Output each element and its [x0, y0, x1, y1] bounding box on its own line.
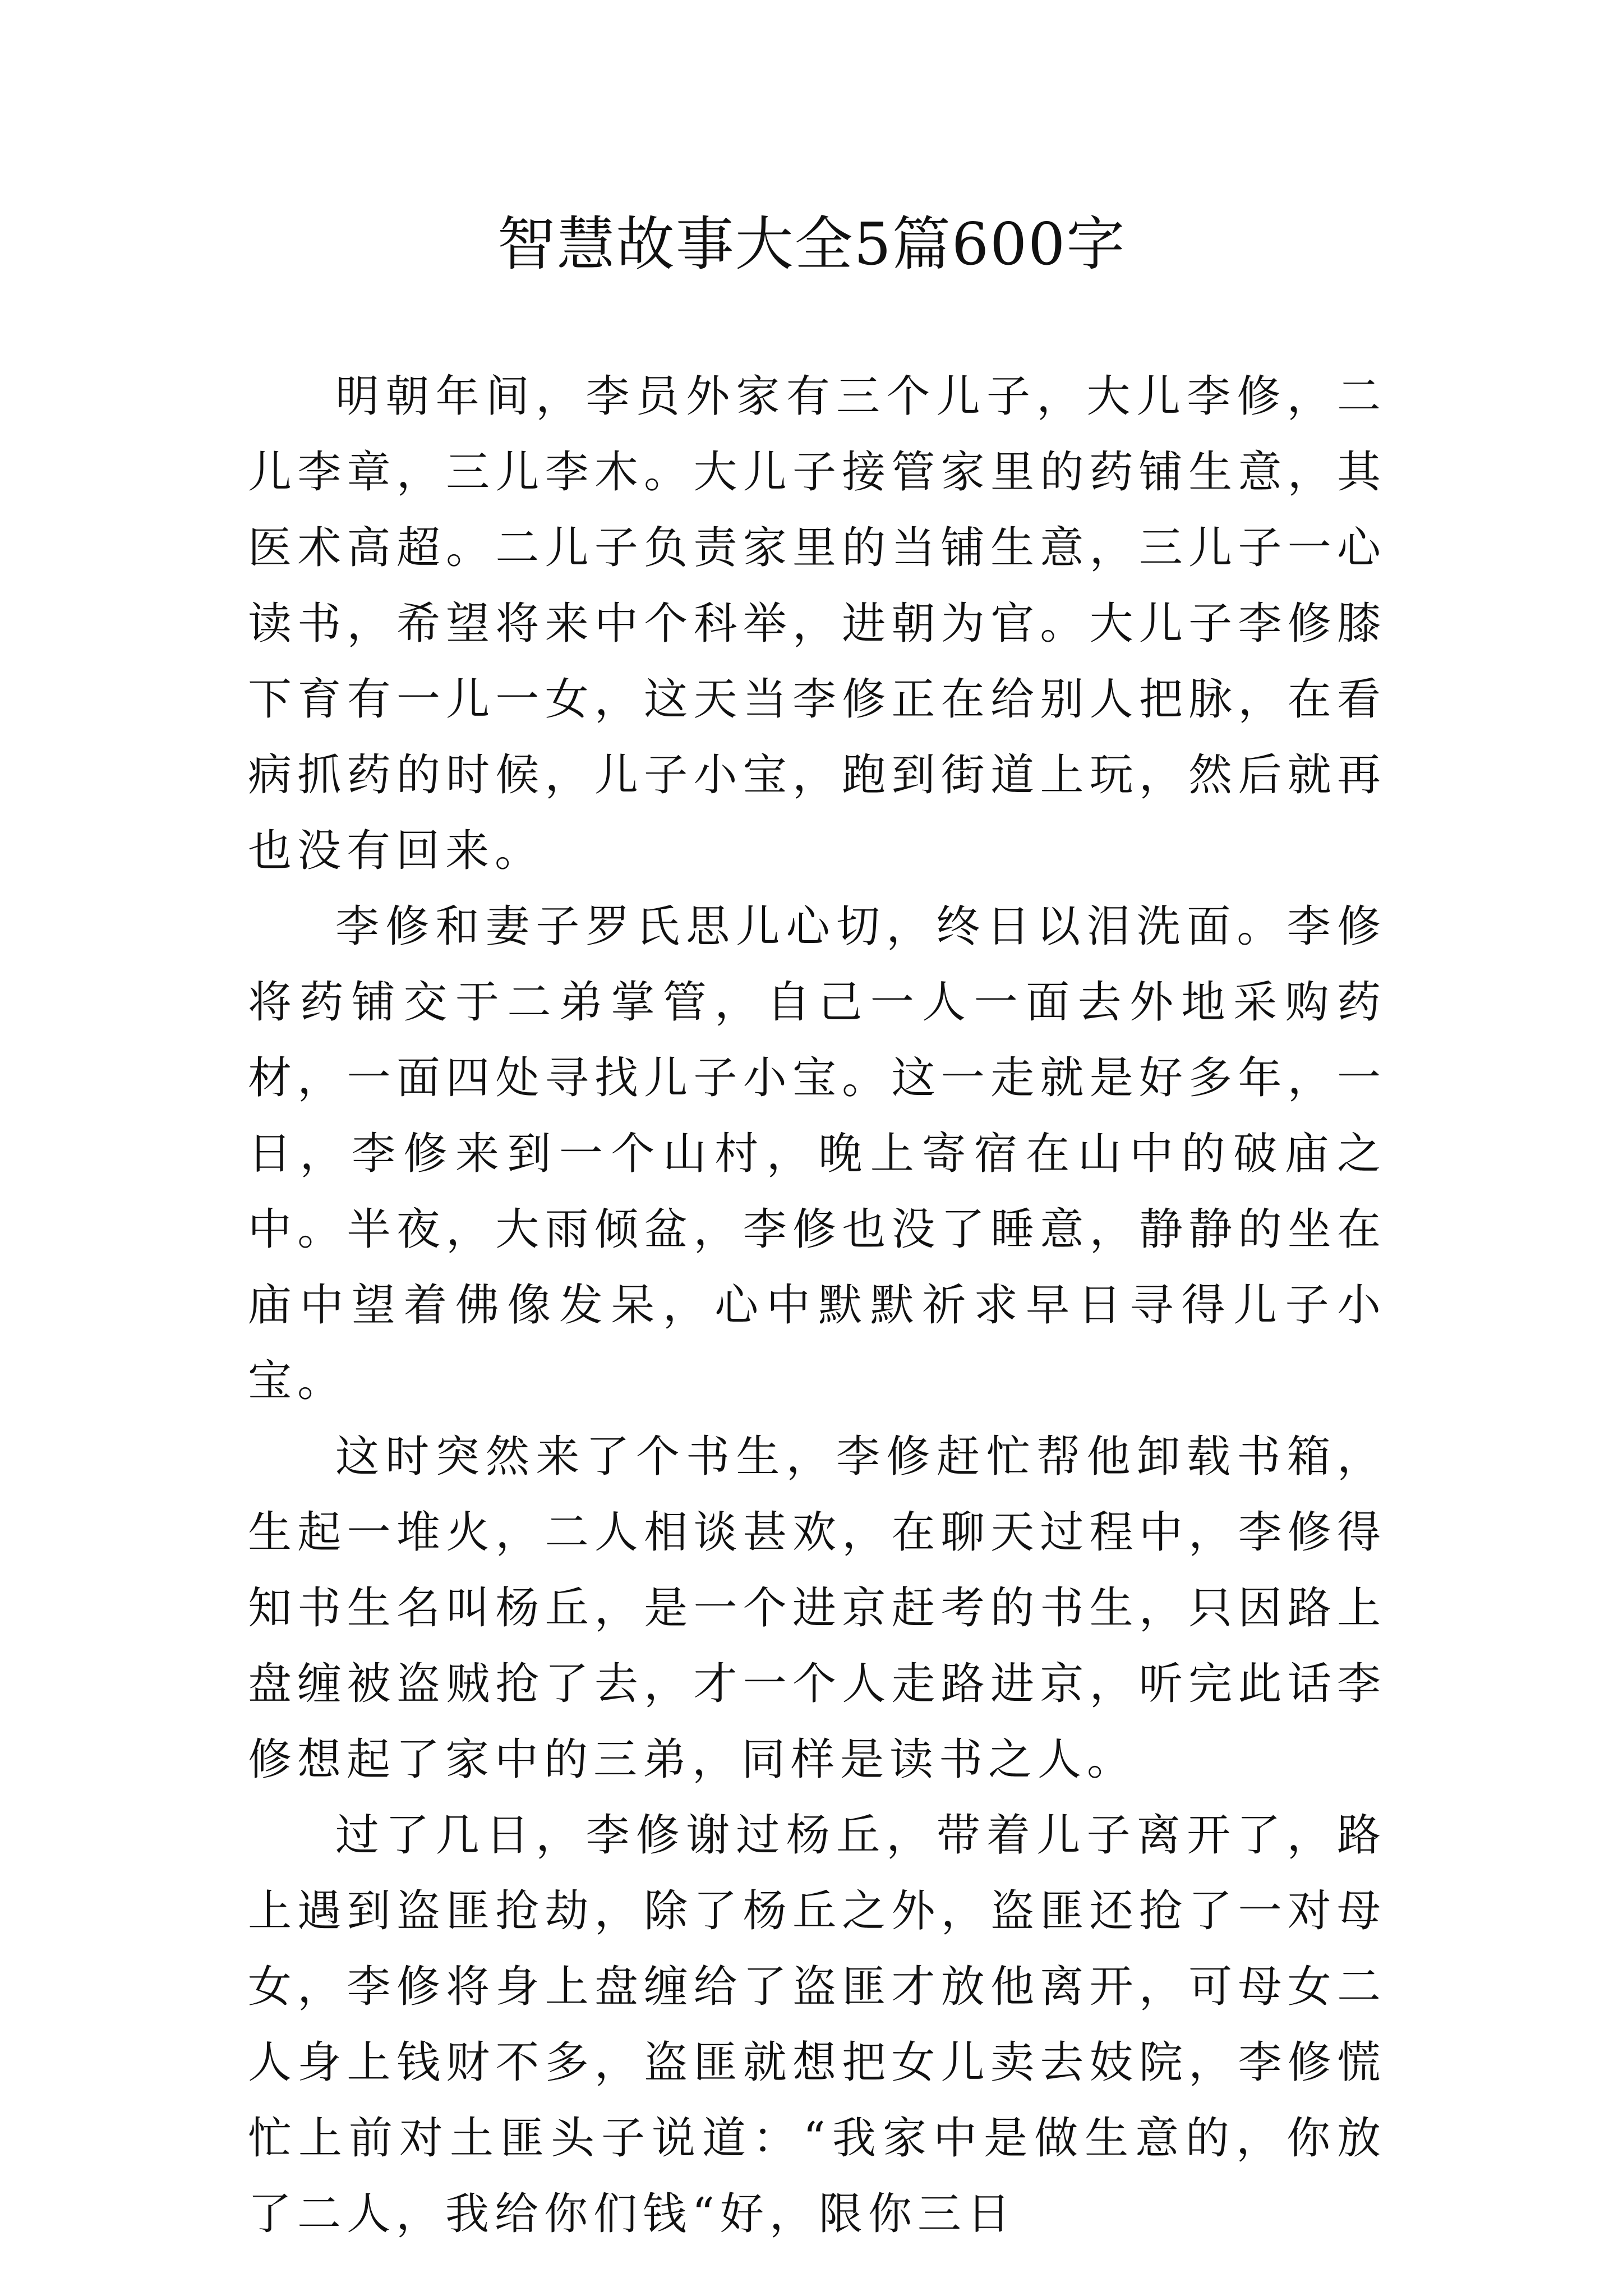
paragraph: 这时突然来了个书生，李修赶忙帮他卸载书箱，生起一堆火，二人相谈甚欢，在聊天过程中，李修得知书生名叫杨丘，是一个进京赶考的书生，只因路上盘缠被盗贼抢了去，才一个人走路进京，听完此话李修想起了家中的三弟，同样是读书之人。 — [248, 1432, 1386, 1785]
paragraph: 李修和妻子罗氏思儿心切，终日以泪洗面。李修将药铺交于二弟掌管，自己一人一面去外地采购药材，一面四处寻找儿子小宝。这一走就是好多年，一日，李修来到一个山村，晚上寄宿在山中的破庙之中。半夜，大雨倾盆，李修也没了睡意，静静的坐在庙中望着佛像发呆，心中默默祈求早日寻得儿子小宝。 — [248, 901, 1386, 1406]
document-title: 智慧故事大全5篇600字 — [497, 210, 1126, 278]
paragraph: 过了几日，李修谢过杨丘，带着儿子离开了，路上遇到盗匪抢劫，除了杨丘之外，盗匪还抢了一对母女，李修将身上盘缠给了盗匪才放他离开，可母女二人身上钱财不多，盗匪就想把女儿卖去妓院，李修慌忙上前对土匪头子说道：“我家中是做生意的，你放了二人，我给你们钱“好，限你三日 — [248, 1810, 1386, 2239]
document-body — [248, 359, 1386, 2252]
paragraph: 明朝年间，李员外家有三个儿子，大儿李修，二儿李章，三儿李木。大儿子接管家里的药铺生意，其医术高超。二儿子负责家里的当铺生意，三儿子一心读书，希望将来中个科举，进朝为官。大儿子李修膝下育有一儿一女，这天当李修正在给别人把脉，在看病抓药的时候，儿子小宝，跑到街道上玩，然后就再也没有回来。 — [248, 371, 1386, 876]
